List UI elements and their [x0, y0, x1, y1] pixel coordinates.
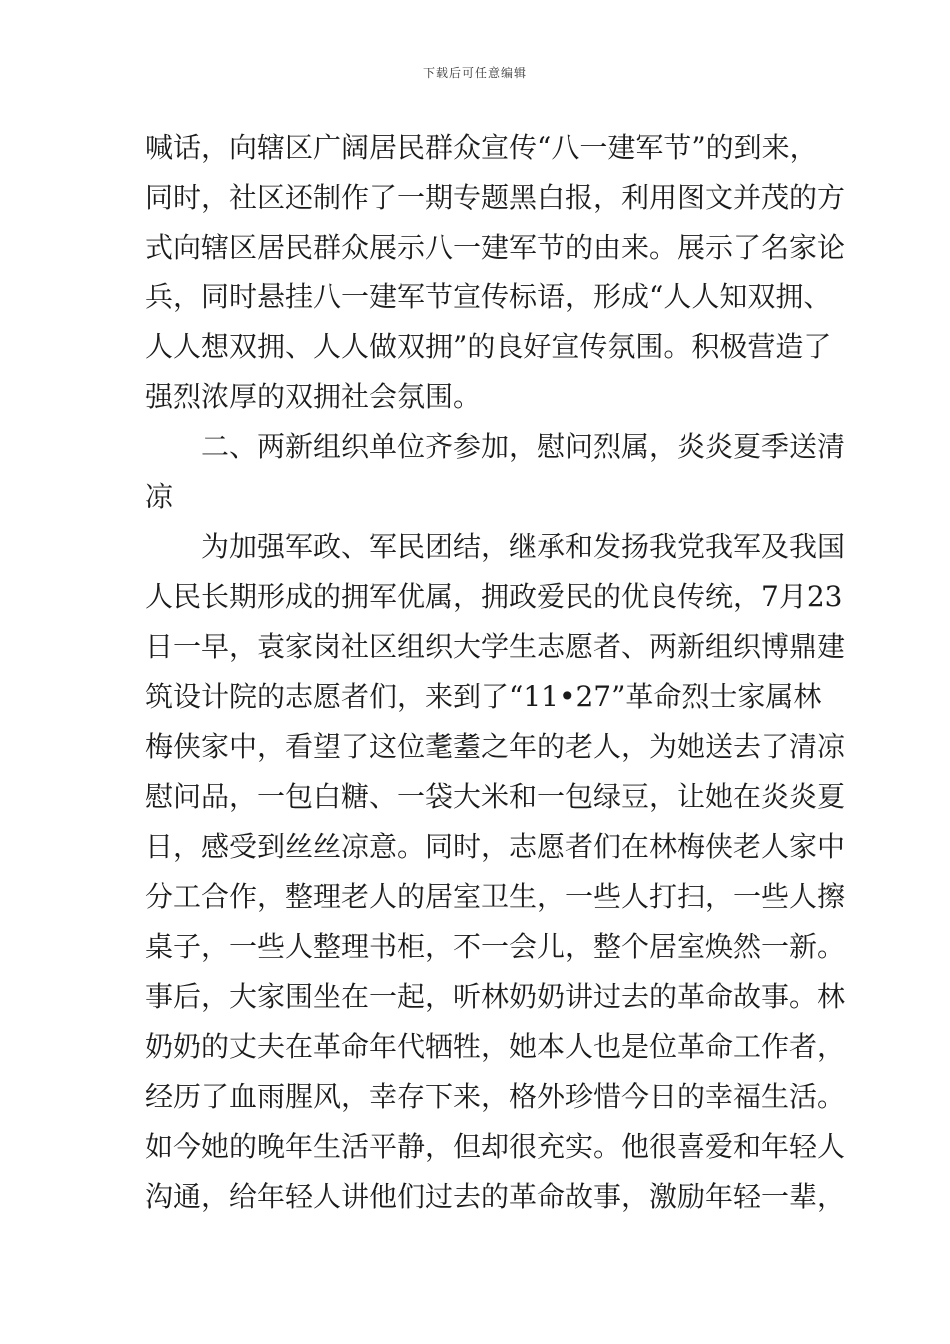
paragraph-first-line: 为加强军政、军民团结，继承和发扬我党我军及我国	[201, 530, 846, 563]
section-heading-continuation: 凉	[145, 480, 174, 513]
body-line: 桌子，一些人整理书柜，不一会儿，整个居室焕然一新。	[145, 930, 846, 963]
body-line: 沟通，给年轻人讲他们过去的革命故事，激励年轻一辈，	[145, 1180, 846, 1213]
body-line: 同时，社区还制作了一期专题黑白报，利用图文并茂的方	[145, 181, 846, 214]
body-line: 人民长期形成的拥军优属，拥政爱民的优良传统，7月23	[145, 580, 843, 613]
body-line: 奶奶的丈夫在革命年代牺牲，她本人也是位革命工作者，	[145, 1030, 846, 1063]
body-line: 如今她的晚年生活平静，但却很充实。他很喜爱和年轻人	[145, 1130, 846, 1163]
body-line: 慰问品，一包白糖、一袋大米和一包绿豆，让她在炎炎夏	[145, 780, 846, 813]
body-line: 分工合作，整理老人的居室卫生，一些人打扫，一些人擦	[145, 880, 846, 913]
body-line: 强烈浓厚的双拥社会氛围。	[145, 380, 482, 413]
body-line: 兵，同时悬挂八一建军节宣传标语，形成“人人知双拥、	[145, 280, 832, 313]
page-header: 下载后可任意编辑	[422, 66, 527, 80]
body-line: 日一早，袁家岗社区组织大学生志愿者、两新组织博鼎建	[145, 630, 846, 663]
body-line: 喊话，向辖区广阔居民群众宣传“八一建军节”的到来，	[145, 131, 818, 164]
body-line: 事后，大家围坐在一起，听林奶奶讲过去的革命故事。林	[145, 980, 846, 1013]
body-line: 日，感受到丝丝凉意。同时，志愿者们在林梅侠老人家中	[145, 830, 846, 863]
body-line: 经历了血雨腥风，幸存下来，格外珍惜今日的幸福生活。	[145, 1080, 846, 1113]
body-line: 人人想双拥、人人做双拥”的良好宣传氛围。积极营造了	[145, 330, 832, 363]
body-line: 梅侠家中，看望了这位耄耋之年的老人，为她送去了清凉	[145, 730, 846, 763]
body-line: 式向辖区居民群众展示八一建军节的由来。展示了名家论	[145, 231, 846, 264]
body-line: 筑设计院的志愿者们，来到了“11•27”革命烈士家属林	[145, 680, 822, 713]
section-heading: 二、两新组织单位齐参加，慰问烈属，炎炎夏季送清	[201, 430, 846, 463]
